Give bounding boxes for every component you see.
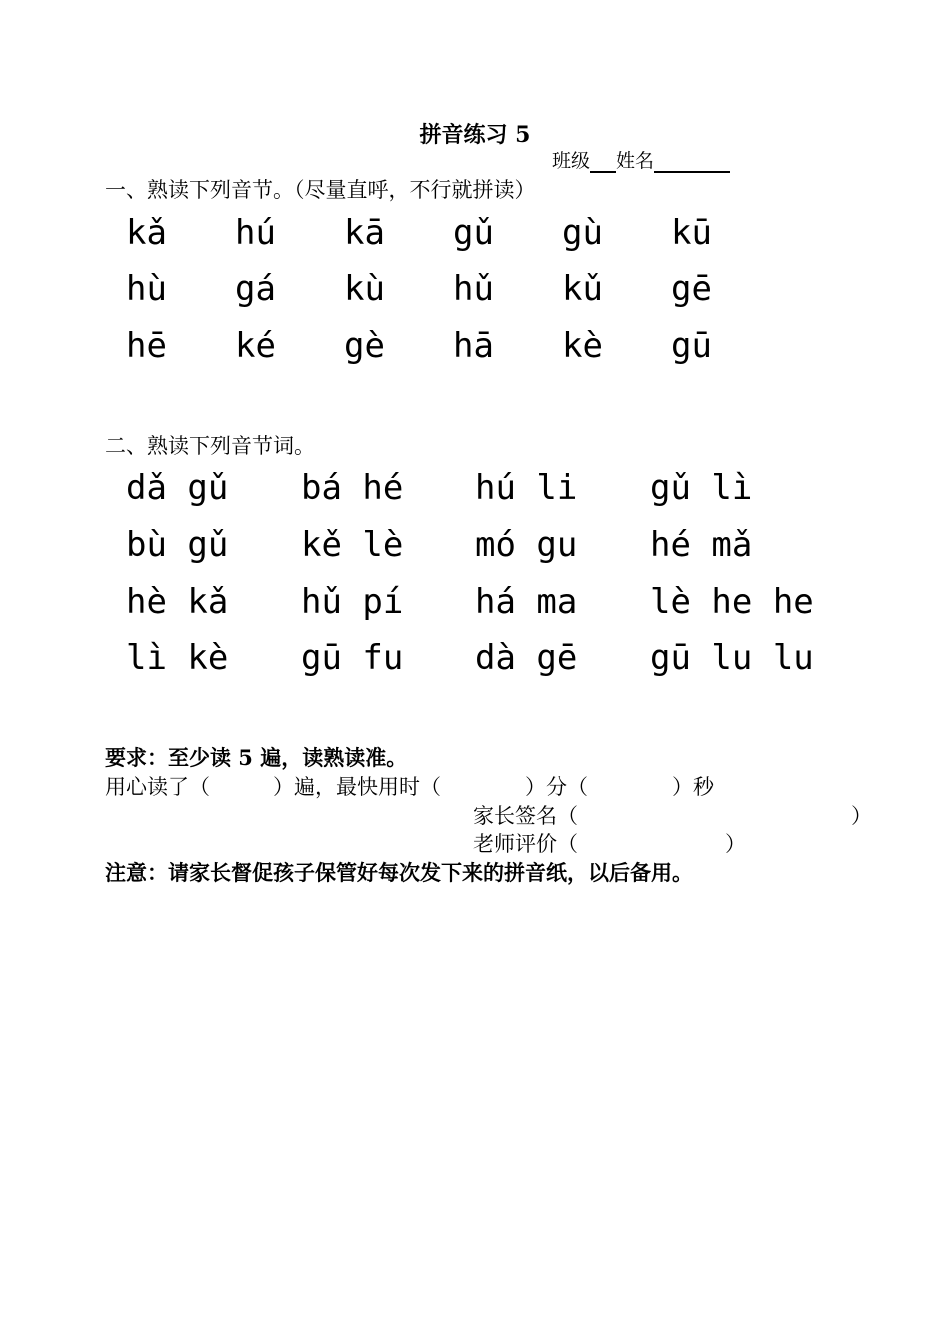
section1-heading: 一、熟读下列音节。（尽量直呼，不行就拼读） xyxy=(105,178,536,202)
pinyin-word: dà gē xyxy=(475,638,578,678)
syllable: kā xyxy=(344,213,385,253)
syllable: hē xyxy=(126,326,167,366)
syllable: gá xyxy=(235,269,276,309)
syllable: kù xyxy=(344,269,385,309)
syllable: kǔ xyxy=(562,269,603,309)
syllable: gǔ xyxy=(453,213,494,253)
section2-heading: 二、熟读下列音节词。 xyxy=(105,434,315,458)
syllable: hā xyxy=(453,326,494,366)
syllable: hù xyxy=(126,269,167,309)
pinyin-word: hǔ pí xyxy=(301,582,404,622)
parent-signature-line: 家长签名（ ） xyxy=(473,804,872,828)
syllable: kǎ xyxy=(126,213,167,253)
syllable: gū xyxy=(671,326,712,366)
pinyin-word: bá hé xyxy=(301,468,404,508)
pinyin-word: gū fu xyxy=(301,638,404,678)
pinyin-word: há ma xyxy=(475,582,578,622)
pinyin-word: gū lu lu xyxy=(650,638,814,678)
syllable: kè xyxy=(562,326,603,366)
syllable: gù xyxy=(562,213,603,253)
syllable: kū xyxy=(671,213,712,253)
pinyin-word: hú li xyxy=(475,468,578,508)
pinyin-word: gǔ lì xyxy=(650,468,753,508)
syllable: hú xyxy=(235,213,276,253)
pinyin-word: kě lè xyxy=(301,525,404,565)
pinyin-word: dǎ gǔ xyxy=(126,468,229,508)
pinyin-word: hé mǎ xyxy=(650,525,753,565)
teacher-evaluation-line: 老师评价（ ） xyxy=(473,832,746,856)
requirement-text: 要求：至少读 5 遍，读熟读准。 xyxy=(105,745,408,770)
syllable: hǔ xyxy=(453,269,494,309)
class-label: 班级 xyxy=(552,150,591,172)
syllable: gè xyxy=(344,326,385,366)
pinyin-word: lè he he xyxy=(650,582,814,622)
class-name-line xyxy=(552,146,730,173)
class-blank xyxy=(590,153,616,173)
pinyin-word: hè kǎ xyxy=(126,582,229,622)
pinyin-word: mó gu xyxy=(475,525,578,565)
page-title: 拼音练习 5 xyxy=(419,122,531,148)
syllable: gē xyxy=(671,269,712,309)
note-text: 注意：请家长督促孩子保管好每次发下来的拼音纸，以后备用。 xyxy=(105,860,693,885)
syllable: ké xyxy=(235,326,276,366)
name-blank xyxy=(654,153,730,173)
pinyin-word: lì kè xyxy=(126,638,229,678)
read-record-line: 用心读了（ ）遍，最快用时（ ）分（ ）秒 xyxy=(105,775,714,799)
pinyin-word: bù gǔ xyxy=(126,525,229,565)
name-label: 姓名 xyxy=(616,150,655,172)
